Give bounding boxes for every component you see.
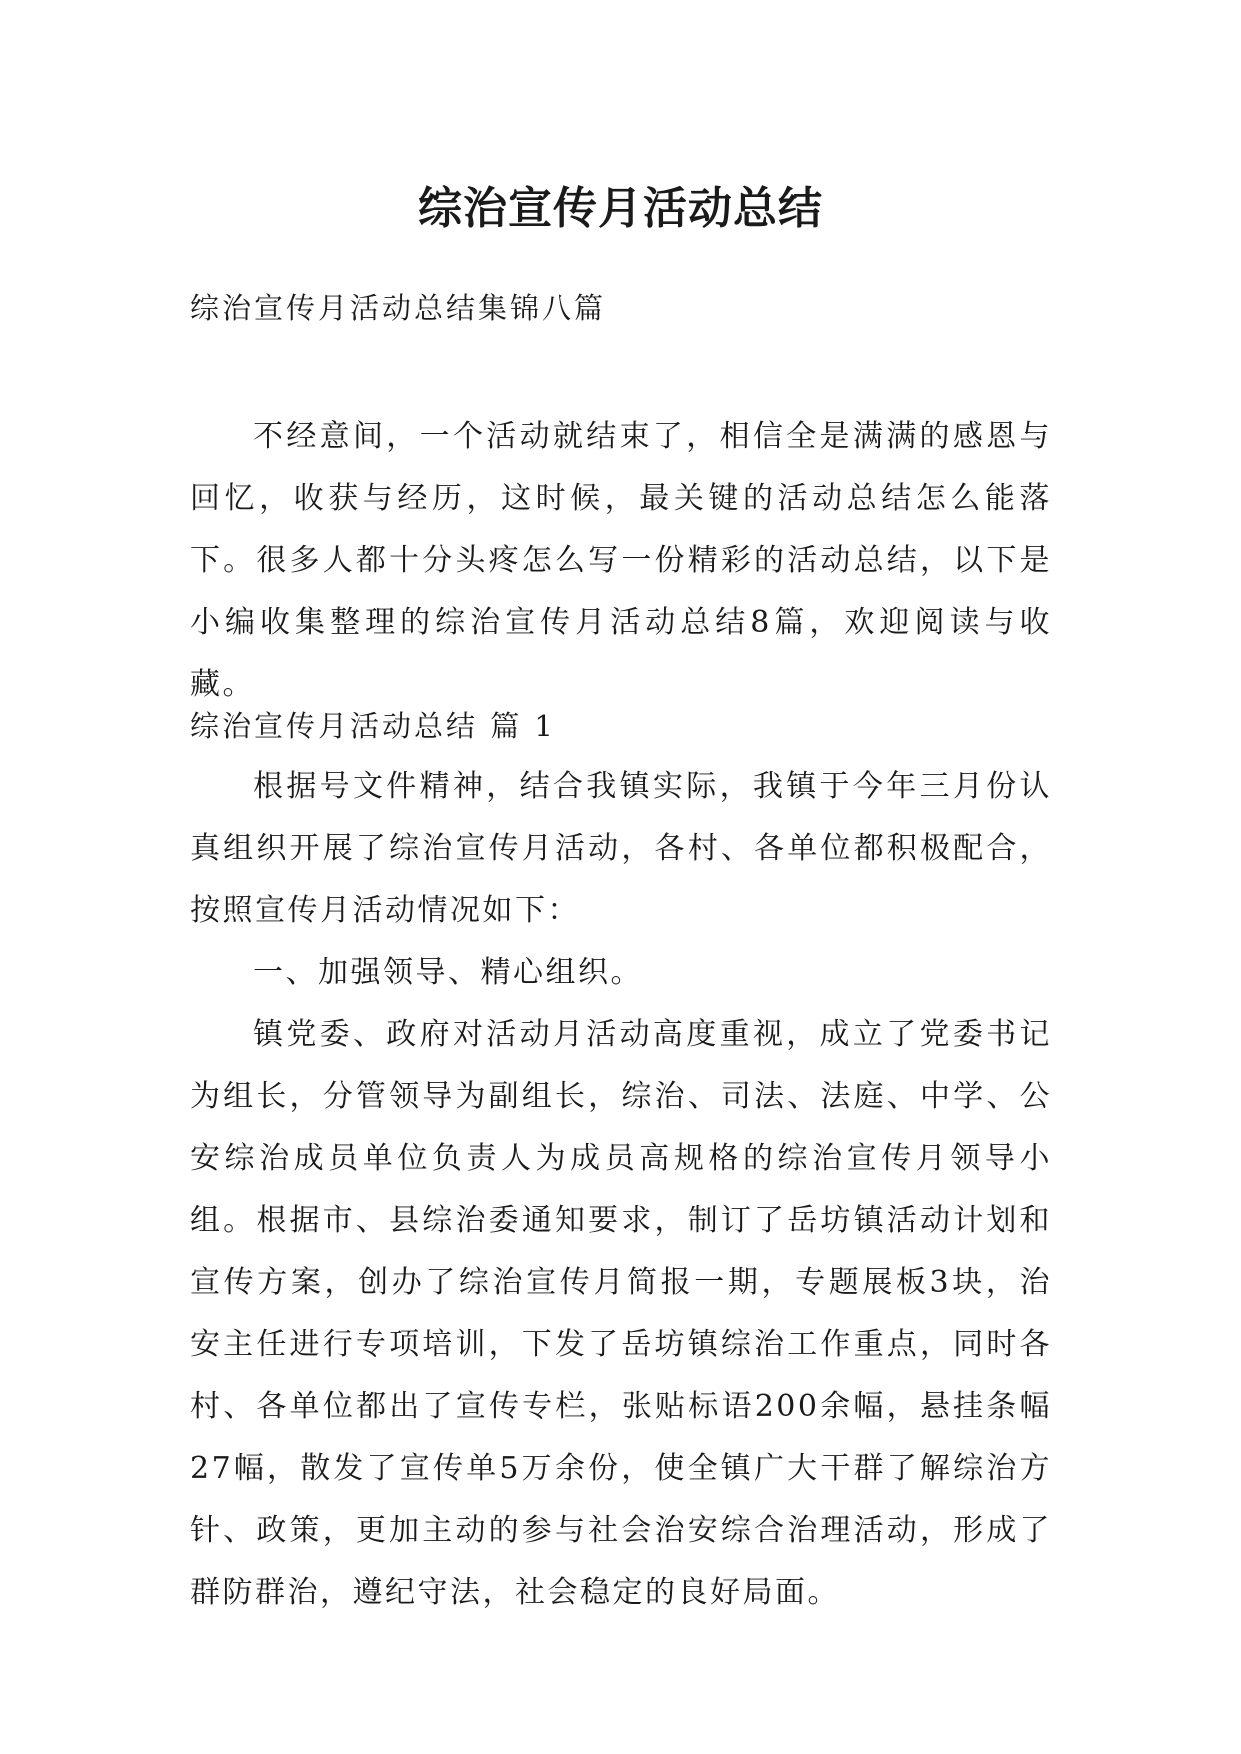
body-paragraph-3: 镇党委、政府对活动月活动高度重视，成立了党委书记为组长，分管领导为副组长，综治、司法、法庭、中学、公安综治成员单位负责人为成员高规格的综治宣传月领导小组。根据市、县综治委通知要求，制订了岳坊镇活动计划和宣传方案，创办了综治宣传月简报一期，专题展板3块，治安主任进行专项培训，下发了岳坊镇综治工作重点，同时各村、各单位都出了宣传专栏，张贴标语200余幅，悬挂条幅27幅，散发了宣传单5万余份，使全镇广大干群了解综治方针、政策，更加主动的参与社会治安综合治理活动，形成了群防群治，遵纪守法，社会稳定的良好局面。 <box>190 1017 1052 1610</box>
document-subtitle: 综治宣传月活动总结集锦八篇 <box>190 291 607 325</box>
intro-paragraph: 不经意间，一个活动就结束了，相信全是满满的感恩与回忆，收获与经历，这时候，最关键的活动总结怎么能落下。很多人都十分头疼怎么写一份精彩的活动总结，以下是小编收集整理的综治宣传月活动总结8篇，欢迎阅读与收藏。 <box>190 419 1052 702</box>
document-title: 综治宣传月活动总结 <box>418 183 823 235</box>
body-paragraph-1: 根据号文件精神，结合我镇实际，我镇于今年三月份认真组织开展了综治宣传月活动，各村、各单位都积极配合，按照宣传月活动情况如下： <box>190 769 1052 928</box>
section-heading: 综治宣传月活动总结 篇 1 <box>190 709 556 743</box>
body-paragraph-2: 一、加强领导、精心组织。 <box>253 955 643 990</box>
